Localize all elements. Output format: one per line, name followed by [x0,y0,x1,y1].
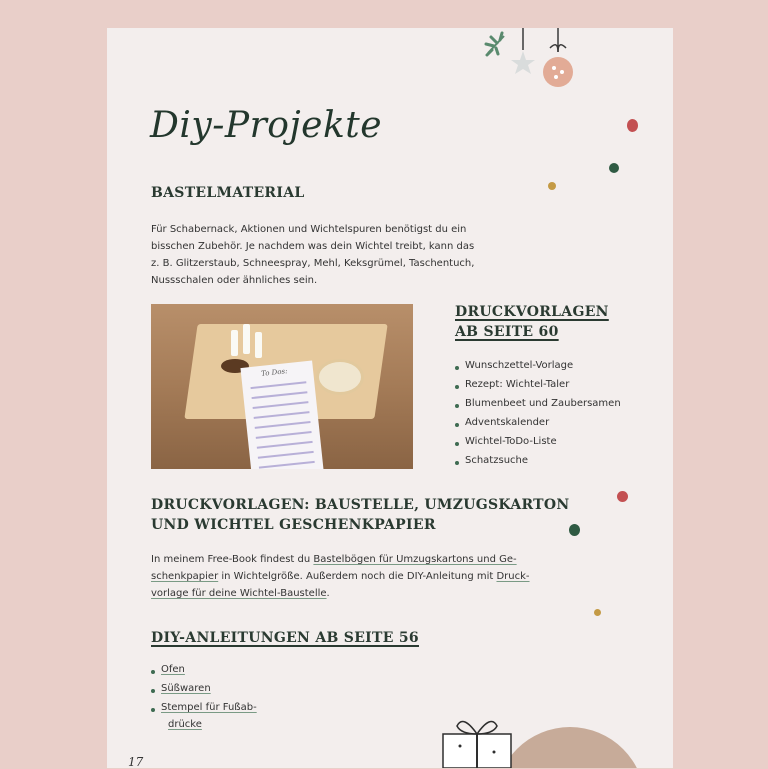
druckvorlagen-heading: DRUCKVORLAGEN AB SEITE 60 [455,304,609,340]
list-item: Wichtel-ToDo-Liste [455,436,621,455]
anleitungen-heading: DIY-ANLEITUNGEN AB SEITE 56 [151,630,419,646]
decoration-dot [627,119,638,132]
page-title: Diy-Projekte [150,105,383,146]
decoration-dot [609,163,619,173]
fir-branch-icon [486,33,504,55]
stempel-link-cont[interactable]: drücke [168,719,202,730]
ofen-link[interactable]: Ofen [161,664,185,675]
bauble-ornament-icon [543,28,573,87]
druckvorlagen-list [455,360,621,474]
druckvorlage-link-cont[interactable]: vorlage für deine Wichtel-Baustelle [151,588,327,599]
stempel-link[interactable]: Stempel für Fußab- [161,702,257,713]
druckvorlage-link[interactable]: Druck- [496,571,530,582]
beige-circle-shape [495,727,645,768]
list-item: Adventskalender [455,417,621,436]
list-item: Schatzsuche [455,455,621,474]
list-item: Wunschzettel-Vorlage [455,360,621,379]
baustelle-heading: DRUCKVORLAGEN: BAUSTELLE, UMZUGSKARTON UND WICHTEL GESCHENKPAPIER [151,497,570,533]
bastelmaterial-heading: BASTELMATERIAL [151,185,305,201]
decoration-dot [617,491,628,502]
anleitungen-list [151,664,257,736]
suesswaren-link[interactable]: Süßwaren [161,683,211,694]
list-item [151,664,257,683]
gift-box-icon [443,722,511,769]
gift-decoration [440,712,650,768]
page-number: 17 [128,755,144,769]
list-item-continuation [151,719,257,736]
ornaments-decoration [470,28,590,93]
decoration-dot [594,609,601,616]
bastelmaterial-text: Für Schabernack, Aktionen und Wichtelspuren benötigst du ein bisschen Zubehör. Je nachdem was dein Wichtel treibt, kann das z. B. Glitzerstaub, Schneespray, Mehl, Keksgrümel, Taschentuch, Nussschalen oder ähnliches sein. [151,224,475,286]
baustelle-text: In meinem Free-Book findest du Bastelbögen für Umzugskartons und Ge- schenkpapier in Wichtelgröße. Außerdem noch die DIY-Anleitung mit Druck- vorlage für deine Wichtel-Baustelle. [151,554,530,599]
list-item: Blumenbeet und Zaubersamen [455,398,621,417]
bastelboegen-link[interactable]: Bastelbögen für Umzugskartons und Ge- [313,554,517,565]
decoration-dot [548,182,556,190]
list-item [151,683,257,702]
decoration-dot [569,524,580,536]
list-item [151,702,257,719]
geschenkpapier-link[interactable]: schenkpapier [151,571,219,582]
craft-photo: To Dos: [151,304,413,469]
star-ornament-icon [511,28,535,74]
list-item: Rezept: Wichtel-Taler [455,379,621,398]
